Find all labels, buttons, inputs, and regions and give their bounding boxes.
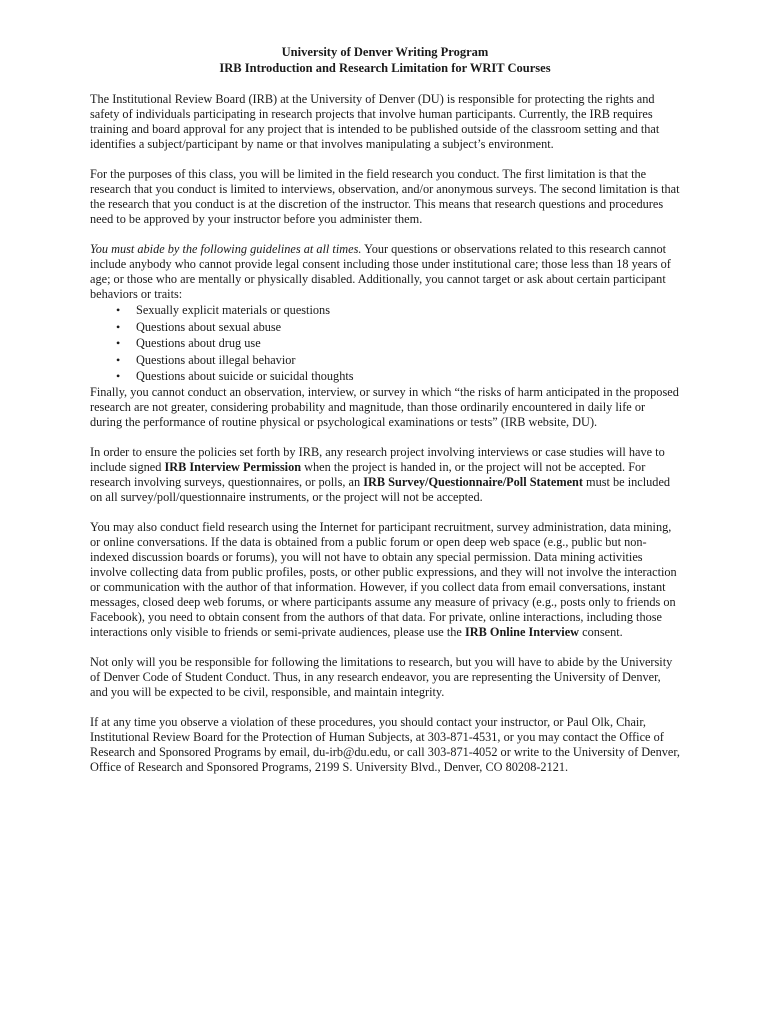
document-header (90, 44, 680, 76)
list-item: • Questions about drug use (136, 335, 680, 352)
paragraph-class-limitations: For the purposes of this class, you will be limited in the field research you conduct. The first limitation is that the research that you conduct is limited to interviews, observation, and/or anonymous surveys. The second limitation is that the research that you conduct is at the discretion of the instructor. This means that research questions and procedures need to be approved by your instructor before you administer them. (90, 167, 680, 226)
irb-online-interview: IRB Online Interview (464, 624, 580, 639)
internet-research-text: You may also conduct field research using the Internet for participant recruitment, survey administration, data mining, or online conversations. If the data is obtained from a public forum or open deep web space (e.g., public but non-indexed discussion boards or forums), you will not have to obtain any special permission. Data mining activities involve collecting data from public profiles, posts, or other public expressions, and they will not involve the interaction or communication with the author of that information. However, if you collect data from email conversations, instant messages, closed deep web forums, or where participants assume any measure of privacy (e.g., posts only to friends on Facebook), you need to obtain consent from the authors of that data. For private, online interactions, including those interactions only visible to friends or semi-private audiences, please use the (90, 519, 677, 639)
required-forms-text-a: In order to ensure the policies set forth by IRB, any research project involving interviews or case studies will have to include signed (90, 444, 665, 474)
paragraph-contact-info: If at any time you observe a violation of these procedures, you should contact your instructor, or Paul Olk, Chair, Institutional Review Board for the Protection of Human Subjects, at 303-871-4531, or you may contact the Office of Research and Sponsored Programs by email, du-irb@du.edu, or call 303-871-4052 or write to the University of Denver, Office of Research and Sponsored Programs, 2199 S. University Blvd., Denver, CO 80208-2121. (90, 714, 681, 774)
required-forms-text-c: must be included on all survey/poll/questionnaire instruments, or the project will not be accepted. (90, 474, 671, 504)
guidelines-emphasis: You must abide by the following guidelines at all times. (90, 242, 362, 256)
paragraph-required-forms (90, 445, 680, 505)
paragraph-risk-of-harm: Finally, you cannot conduct an observation, interview, or survey in which “the risks of harm anticipated in the proposed research are not greater, considering probability and magnitude, than those ordinarily encountered in daily life or during the performance of routine physical or psychological examinations or tests” (IRB website, DU). (90, 384, 679, 429)
paragraph-internet-research (90, 520, 680, 640)
paragraph-irb-intro: The Institutional Review Board (IRB) at the University of Denver (DU) is responsible for protecting the rights and safety of individuals participating in research projects that involve human participants. Currently, the IRB requires training and board approval for any project that is intended to be published outside of the classroom setting and that identifies a subject/participant by name or that involves manipulating a subject’s environment. (90, 92, 660, 151)
document-title-line1: University of Denver Writing Program (281, 45, 489, 59)
required-forms-text-b: when the project is handed in, or the project will not be accepted. For research involving surveys, questionnaires, or polls, an (90, 459, 646, 489)
paragraph-guidelines (90, 242, 680, 302)
list-item: • Questions about sexual abuse (136, 319, 680, 336)
guidelines-text: Your questions or observations related to this research cannot include anybody who cannot provide legal consent including those under institutional care; those less than 18 years of age; or those who are mentally or physically disabled. Additionally, you cannot target or ask about certain participant behaviors or traits: (90, 242, 671, 301)
internet-research-text-end: consent. (579, 624, 623, 639)
document-title-line2: IRB Introduction and Research Limitation for WRIT Courses (219, 61, 551, 75)
irb-survey-statement: IRB Survey/Questionnaire/Poll Statement (363, 474, 583, 489)
paragraph-code-of-conduct: Not only will you be responsible for following the limitations to research, but you will have to abide by the University of Denver Code of Student Conduct. Thus, in any research endeavor, you are representing the University of Denver, and you will be expected to be civil, responsible, and maintain integrity. (90, 654, 673, 699)
restricted-topics-list (90, 302, 680, 385)
list-item: • Questions about suicide or suicidal thoughts (136, 368, 680, 385)
list-item: • Sexually explicit materials or questions (136, 302, 680, 319)
irb-interview-permission: IRB Interview Permission (164, 459, 302, 474)
list-item: • Questions about illegal behavior (136, 352, 680, 369)
